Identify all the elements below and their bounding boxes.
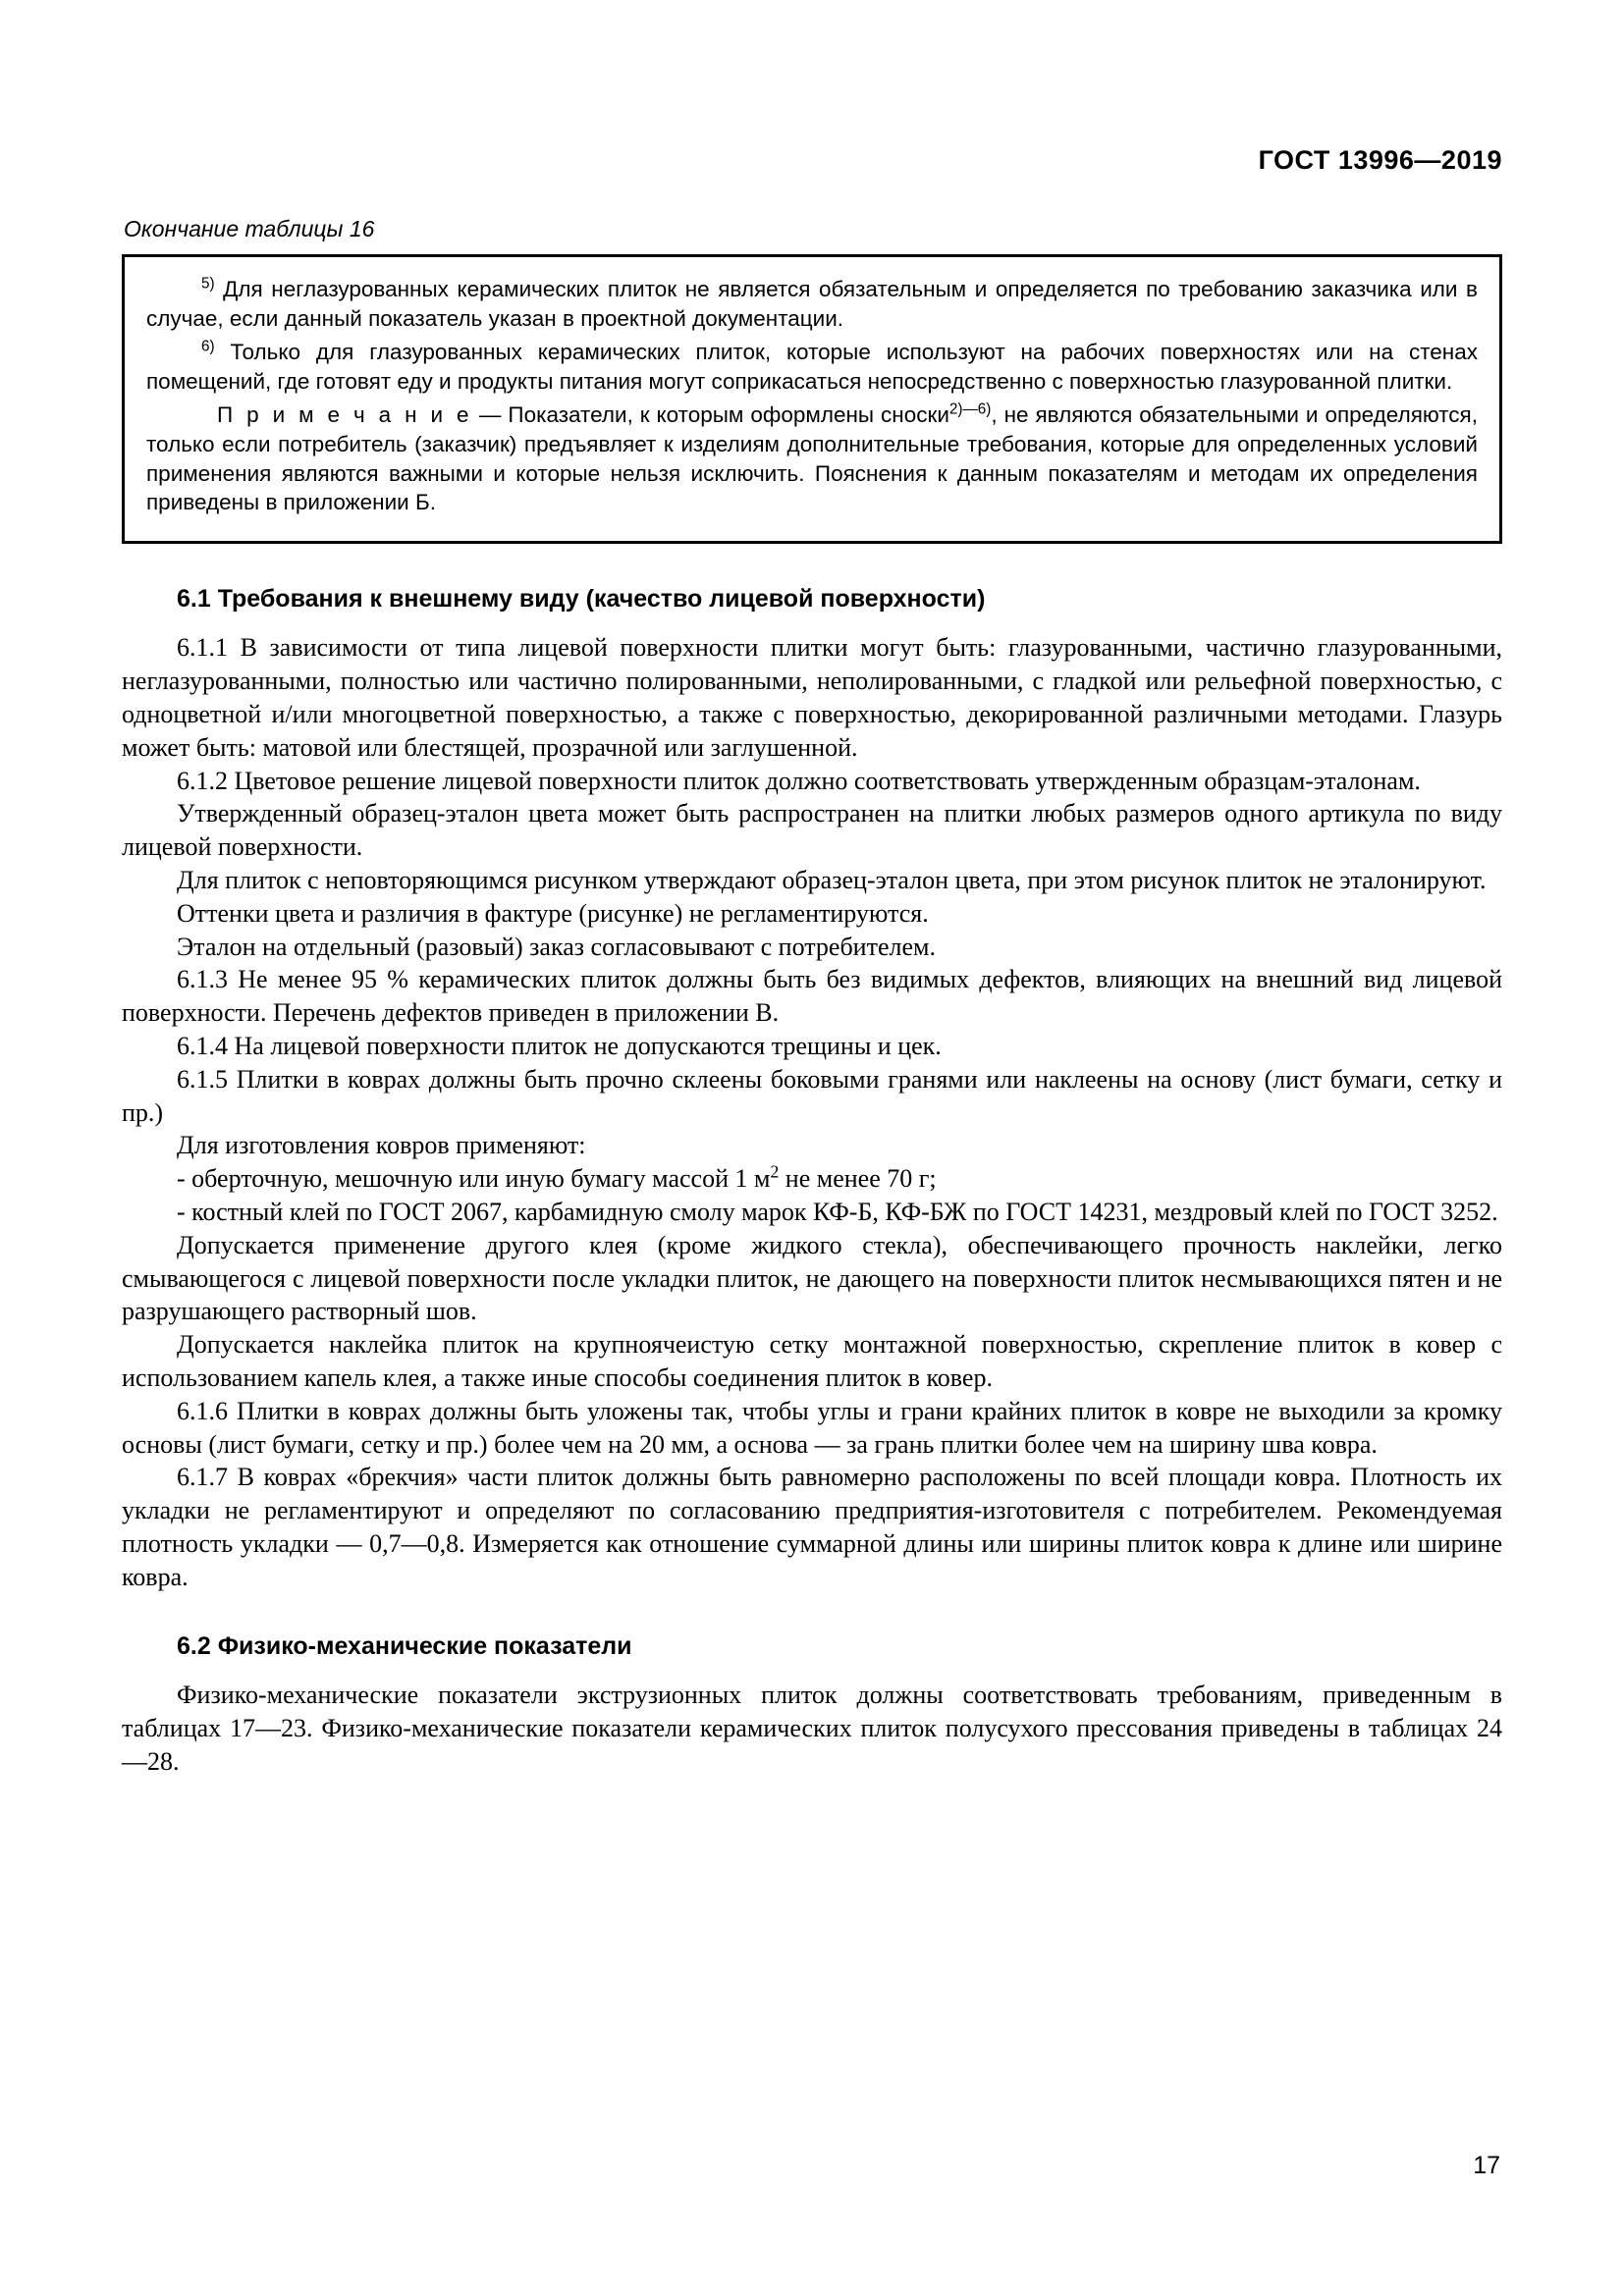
- list-item-paper-pre: - оберточную, мешочную или иную бумагу массой 1 м: [177, 1164, 771, 1194]
- page-number: 17: [1473, 2152, 1500, 2179]
- list-item-paper-post: не менее 70 г;: [779, 1164, 937, 1194]
- paragraph-6-1-5-d: Допускается применение другого клея (кроме жидкого стекла), обеспечивающего прочность наклейки, легко смывающегося с лицевой поверхности после укладки плиток, не дающего на поверхности плиток несмывающихся пятен и не разрушающего растворный шов.: [122, 1230, 1502, 1326]
- paragraph-6-1-2-b: Для плиток с неповторяющимся рисунком утверждают образец-эталон цвета, при этом рисунок плиток не эталонируют.: [177, 865, 1487, 894]
- paragraph-6-1-2-a: Утвержденный образец-эталон цвета может быть распространен на плитки любых размеров одного артикула по виду лицевой поверхности.: [122, 799, 1502, 862]
- footnote-5: [146, 275, 1478, 334]
- footnote-6-text: Только для глазурованных керамических плиток, которые используют на рабочих поверхностях или на стенах помещений, где готовят еду и продукты питания могут соприкасаться непосредственно с поверхностью глазурованной плитки.: [146, 339, 1478, 394]
- paragraph-6-1-7: 6.1.7 В коврах «брекчия» части плиток должны быть равномерно расположены по всей площади ковра. Плотность их укладки не регламентируют и определяют по согласованию предприятия-изготовителя с потребителем. Рекомендуемая плотность укладки — 0,7—0,8. Измеряется как отношение суммарной длины или ширины плиток ковра к длине или ширине ковра.: [122, 1463, 1502, 1591]
- page-content: [122, 216, 1502, 1779]
- paragraph-6-2-a: Физико-механические показатели экструзионных плиток должны соответствовать требованиям, приведенным в таблицах 17—23. Физико-механические показатели керамических плиток полусухого прессования приведены в таблицах 24—28.: [122, 1681, 1502, 1777]
- paragraph-6-1-5-a: Для изготовления ковров применяют:: [177, 1131, 586, 1160]
- paragraph-6-1-2: 6.1.2 Цветовое решение лицевой поверхности плиток должно соответствовать утвержденным образцам-эталонам.: [177, 766, 1421, 795]
- paragraph-6-1-5-e: Допускается наклейка плиток на крупноячеистую сетку монтажной поверхностью, скрепление плиток в ковер с использованием капель клея, а также иные способы соединения плиток в ковер.: [122, 1330, 1502, 1392]
- paragraph-6-1-6: 6.1.6 Плитки в коврах должны быть уложены так, чтобы углы и грани крайних плиток в ковре не выходили за кромку основы (лист бумаги, сетку и пр.) более чем на 20 мм, а основа — за грань плитки более чем на ширину шва ковра.: [122, 1396, 1502, 1459]
- page-header-standard-number: ГОСТ 13996—2019: [1258, 145, 1502, 175]
- footnote-5-text: Для неглазурованных керамических плиток не является обязательным и определяется по требованию заказчика или в случае, если данный показатель указан в проектной документации.: [146, 277, 1478, 331]
- paragraph-6-1-3: 6.1.3 Не менее 95 % керамических плиток должны быть без видимых дефектов, влияющих на внешний вид лицевой поверхности. Перечень дефектов приведен в приложении В.: [122, 965, 1502, 1028]
- footnote-6-marker: 6): [201, 338, 215, 355]
- paragraph-6-1-1: 6.1.1 В зависимости от типа лицевой поверхности плитки могут быть: глазурованными, частично глазурованными, неглазурованными, полностью или частично полированными, неполированными, с гладкой или рельефной поверхностью, с одноцветной и/или многоцветной поверхностью, а также с поверхностью, декорированной различными методами. Глазурь может быть: матовой или блестящей, прозрачной или заглушенной.: [122, 633, 1502, 762]
- section-heading-6-1: 6.1 Требования к внешнему виду (качество лицевой поверхности): [177, 585, 986, 614]
- paragraph-6-1-5: 6.1.5 Плитки в коврах должны быть прочно склеены боковыми гранями или наклеены на основу (лист бумаги, сетку и пр.): [122, 1064, 1502, 1127]
- table-footnotes-box: [122, 254, 1502, 544]
- footnote-6: [146, 338, 1478, 397]
- paragraph-6-1-2-d: Эталон на отдельный (разовый) заказ согласовывают с потребителем.: [177, 932, 936, 961]
- paragraph-6-1-2-c: Оттенки цвета и различия в фактуре (рисунке) не регламентируются.: [177, 898, 929, 928]
- table-note: [146, 400, 1478, 518]
- list-item-paper: [122, 1162, 1502, 1196]
- list-item-paper-sup: 2: [770, 1161, 780, 1182]
- note-text-part2: , не являются обязательными и определяются, только если потребитель (заказчик) предъявляет к изделиям дополнительные требования, которые для определенных условий применения являются важными и которые нельзя исключить. Пояснения к данным показателям и методам их определения приведены в приложении Б.: [146, 401, 1478, 515]
- note-text-part1: — Показатели, к которым оформлены сноски: [472, 401, 949, 427]
- footnote-5-marker: 5): [201, 275, 215, 293]
- list-item-glue: - костный клей по ГОСТ 2067, карбамидную смолу марок КФ-Б, КФ-БЖ по ГОСТ 14231, мездровый клей по ГОСТ 3252.: [177, 1197, 1498, 1226]
- table-continuation-caption: Окончание таблицы 16: [124, 216, 375, 241]
- note-label: П р и м е ч а н и е: [217, 401, 473, 427]
- paragraph-6-1-4: 6.1.4 На лицевой поверхности плиток не допускаются трещины и цек.: [177, 1031, 942, 1060]
- note-footnote-refs: 2)—6): [948, 400, 992, 418]
- section-heading-6-2: 6.2 Физико-механические показатели: [177, 1632, 632, 1661]
